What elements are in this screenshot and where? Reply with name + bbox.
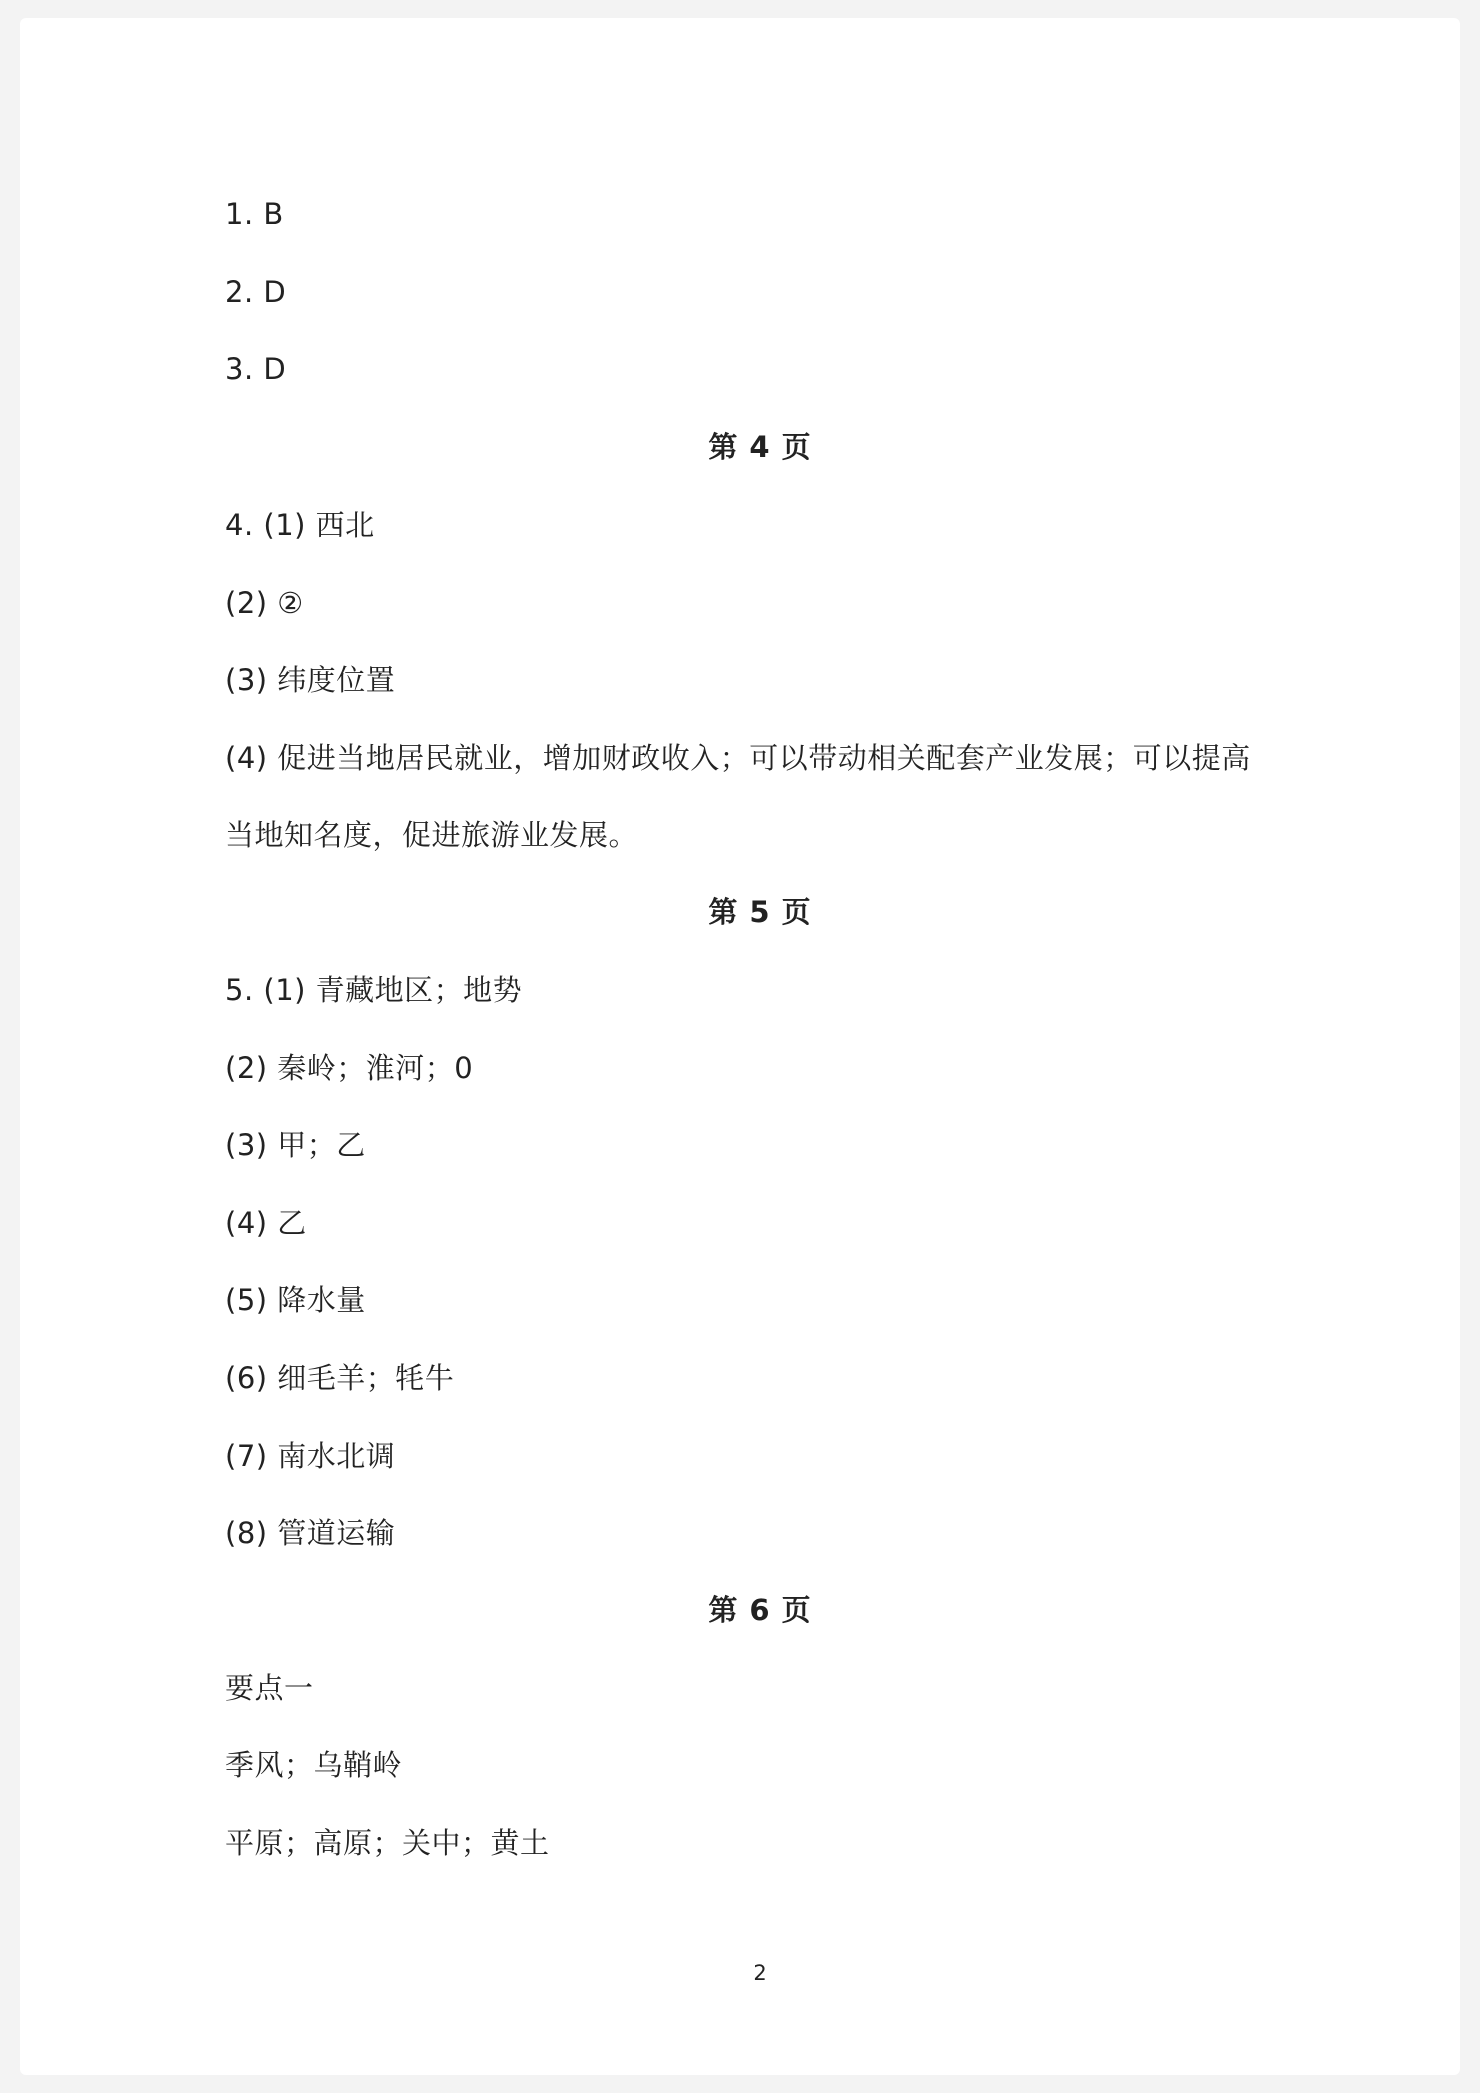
answer-line: 2. D — [225, 275, 287, 309]
answer-line: (7) 南水北调 — [225, 1439, 396, 1473]
section-heading-page-5: 第 5 页 — [708, 895, 812, 929]
section-heading-page-6: 第 6 页 — [708, 1593, 812, 1627]
section-heading-page-4: 第 4 页 — [708, 430, 812, 464]
answer-line: (6) 细毛羊；牦牛 — [225, 1361, 455, 1395]
answer-line: (5) 降水量 — [225, 1283, 366, 1317]
answer-line: 平原；高原；关中；黄土 — [225, 1826, 550, 1860]
document-page — [20, 18, 1460, 2075]
answer-line: 4. (1) 西北 — [225, 508, 375, 542]
answer-line: (4) 乙 — [225, 1206, 307, 1240]
answer-line: 1. B — [225, 197, 284, 231]
answer-line: (3) 纬度位置 — [225, 663, 396, 697]
answer-line: 季风；乌鞘岭 — [225, 1748, 403, 1782]
page-number: 2 — [753, 1961, 767, 1985]
answer-line: 3. D — [225, 352, 287, 386]
answer-line: 要点一 — [225, 1671, 314, 1705]
answer-line: 当地知名度，促进旅游业发展。 — [225, 818, 639, 852]
answer-line: (4) 促进当地居民就业，增加财政收入；可以带动相关配套产业发展；可以提高 — [225, 741, 1251, 775]
answer-line: (2) ② — [225, 586, 304, 620]
answer-line: (3) 甲；乙 — [225, 1128, 366, 1162]
answer-line: (2) 秦岭；淮河；0 — [225, 1051, 474, 1085]
answer-line: 5. (1) 青藏地区；地势 — [225, 973, 523, 1007]
answer-line: (8) 管道运输 — [225, 1516, 396, 1550]
